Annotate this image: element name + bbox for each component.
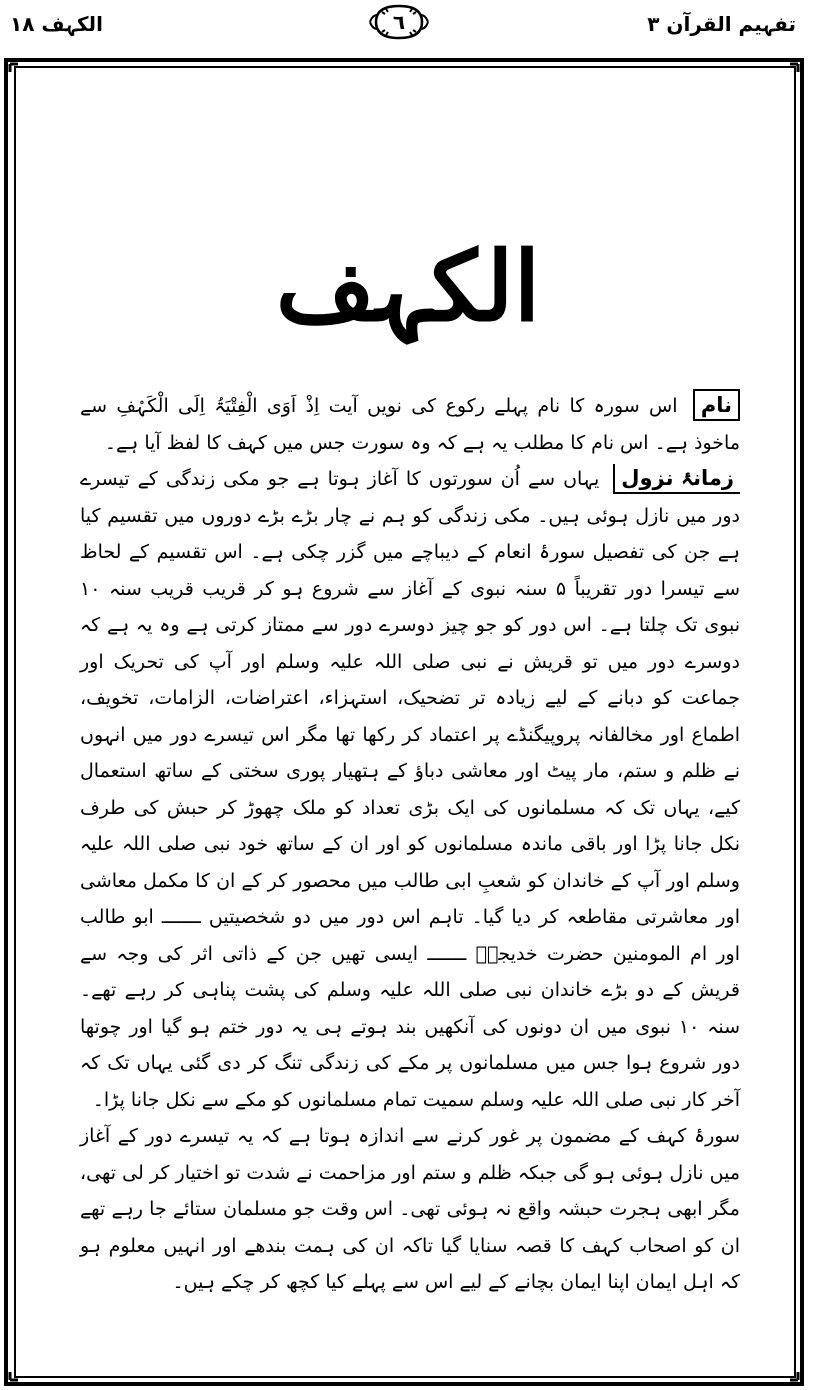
surah-reference: الکہف ۱۸ — [10, 12, 103, 36]
revelation-label: زمانۂ نزول — [613, 464, 740, 494]
body-text — [80, 388, 740, 1301]
corner-ornament-icon — [782, 1364, 804, 1386]
name-text: اس سورہ کا نام پہلے رکوع کی نویں آیت اِذْ اَوَی الْفِتْیَۃُ اِلَی الْکَہْفِ سے ماخوذ ہے۔ اس نام کا مطلب یہ ہے کہ وہ سورت جس میں کہف کا لفظ آیا ہے۔ — [80, 395, 740, 454]
page-header — [0, 0, 816, 52]
revelation-paragraph — [80, 461, 740, 1118]
closing-paragraph — [80, 1118, 740, 1301]
corner-ornament-icon — [4, 1364, 26, 1386]
corner-ornament-icon — [4, 58, 26, 80]
surah-title: الکہف — [275, 230, 541, 343]
name-label: نام — [693, 389, 740, 421]
corner-ornament-icon — [782, 58, 804, 80]
name-paragraph — [80, 388, 740, 461]
book-title: تفہیم القرآن ۳ — [647, 12, 796, 36]
page-number: ٦ — [392, 10, 406, 34]
closing-text: سورۂ کہف کے مضمون پر غور کرنے سے اندازہ ہوتا ہے کہ یہ تیسرے دور کے آغاز میں نازل ہوئی ہو گی جبکہ ظلم و ستم اور مزاحمت نے شدت تو اختیار کر لی تھی، مگر ابھی ہجرت حبشہ واقع نہ ہوئی تھی۔ اس وقت جو مسلمان ستائے جا رہے تھے ان کو اصحاب کہف کا قصہ سنایا گیا تاکہ ان کی ہمت بندھے اور انہیں معلوم ہو کہ اہل ایمان اپنا ایمان بچانے کے لیے اس سے پہلے کیا کچھ کر چکے ہیں۔ — [80, 1125, 740, 1293]
revelation-text: یہاں سے اُن سورتوں کا آغاز ہوتا ہے جو مکی زندگی کے تیسرے دور میں نازل ہوئی ہیں۔ مکی زندگی کو ہم نے چار بڑے بڑے دوروں میں تقسیم کیا ہے جن کی تفصیل سورۂ انعام کے دیباچے میں گزر چکی ہے۔ اس تقسیم کے لحاظ سے تیسرا دور تقریباً ۵ سنہ نبوی کے آغاز سے شروع ہو کر قریب قریب سنہ ۱۰ نبوی تک چلتا ہے۔ اس دور کو جو چیز دوسرے دور سے ممتاز کرتی ہے وہ یہ ہے کہ دوسرے دور میں تو قریش نے نبی صلی اللہ علیہ وسلم اور آپ کی تحریک اور جماعت کو دبانے کے لیے زیادہ تر تضحیک، استہزاء، اعتراضات، الزامات، تخویف، اطماع اور مخالفانہ پروپیگنڈے پر اعتماد کر رکھا تھا مگر اس تیسرے دور میں انہوں نے ظلم و ستم، مار پیٹ اور معاشی دباؤ کے ہتھیار پوری سختی کے ساتھ استعمال کیے، یہاں تک کہ مسلمانوں کی ایک بڑی تعداد کو ملک چھوڑ کر حبش کی طرف نکل جانا پڑا اور باقی ماندہ مسلمانوں کو اور ان کے ساتھ خود نبی صلی اللہ علیہ وسلم اور آپ کے خاندان کو شعبِ ابی طالب میں محصور کر کے ان کا مکمل معاشی اور معاشرتی مقاطعہ کر دیا گیا۔ تاہم اس دور میں دو شخصیتیں ـــــــ ابو طالب اور ام المومنین حضرت خدیجہؓ ـــــــ ایسی تھیں جن کے ذاتی اثر کی وجہ سے قریش کے دو بڑے خاندان نبی صلی اللہ علیہ وسلم کی پشت پناہی کر رہے تھے۔ سنہ ۱۰ نبوی میں ان دونوں کی آنکھیں بند ہوتے ہی یہ دور ختم ہو گیا اور چوتھا دور شروع ہوا جس میں مسلمانوں پر مکے کی زندگی تنگ کر دی گئی یہاں تک کہ آخر کار نبی صلی اللہ علیہ وسلم سمیت تمام مسلمانوں کو مکے سے نکل جانا پڑا۔ — [80, 468, 740, 1111]
page-number-ornament — [368, 4, 430, 40]
